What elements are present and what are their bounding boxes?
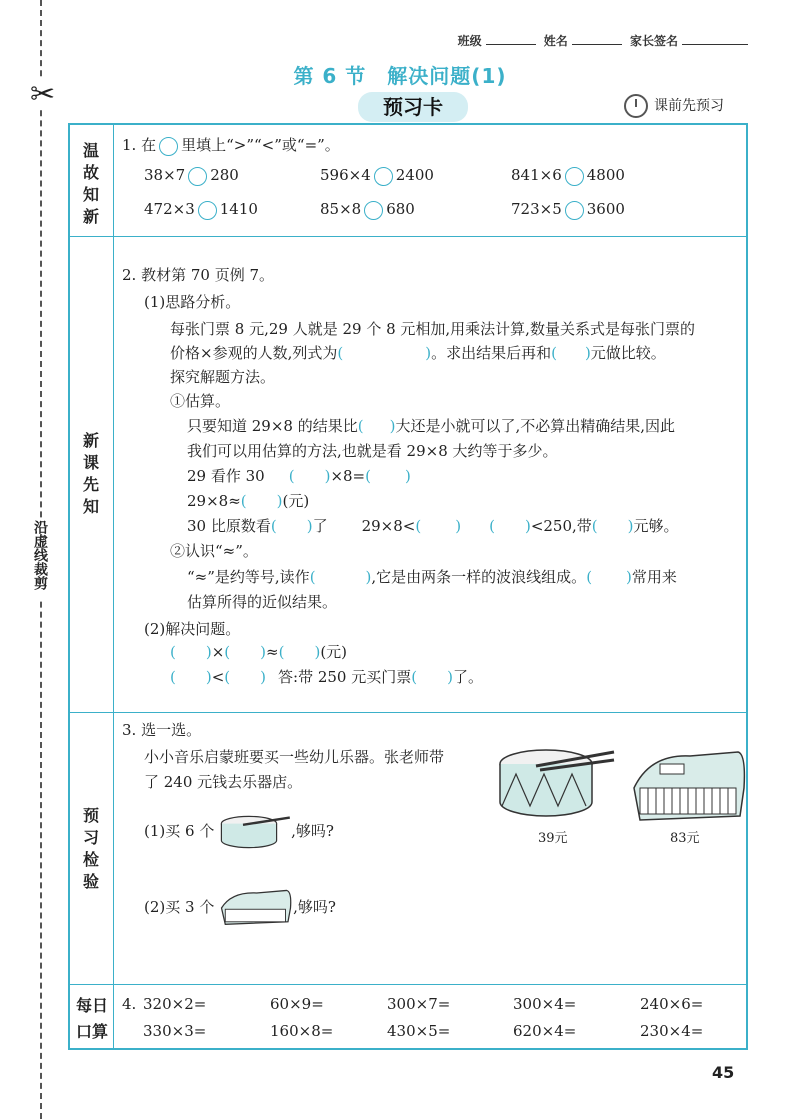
- divider-2: [68, 712, 748, 713]
- q1-item-1: [144, 166, 239, 186]
- q1-item-5: [320, 200, 415, 220]
- solve-line1: ( )×( )≈( )(元): [170, 643, 348, 661]
- solve2b: 答:带 250 元买门票: [278, 668, 412, 686]
- q3-ask1: [144, 814, 334, 850]
- ask2b: ,够吗?: [293, 898, 336, 916]
- section-new: 新课先知: [82, 431, 99, 516]
- q1-item-2: [320, 166, 434, 186]
- preview-label: [624, 94, 724, 118]
- q4-item: 230×4=: [640, 1022, 704, 1040]
- q4-item: 330×3=: [143, 1022, 207, 1040]
- est-line3: 29 看作 30 ( )×8=( ): [187, 467, 411, 485]
- q2-para2: 价格×参观的人数,列式为( )。求出结果后再和( )元做比较。: [170, 344, 666, 362]
- q1-prompt: [122, 134, 340, 156]
- answer-circle[interactable]: [565, 201, 584, 220]
- est5b: 了: [312, 517, 328, 535]
- q2-para2c: 元做比较。: [590, 344, 666, 362]
- q1-right: 4800: [586, 166, 625, 184]
- q1-right: 2400: [395, 166, 434, 184]
- section-check: 预习检验: [82, 806, 99, 891]
- solve1c: (元): [320, 643, 348, 661]
- cut-label: [27, 520, 53, 598]
- q4-item: 430×5=: [387, 1022, 451, 1040]
- q1-right: 680: [386, 200, 415, 218]
- q1-left: 841×6: [511, 166, 562, 184]
- clock-icon: [624, 94, 648, 118]
- est5a: 30 比原数看: [187, 517, 271, 535]
- est-line5: 30 比原数看( )了 29×8<( ) ( )<250,带( )元够。: [187, 517, 679, 535]
- est-line4: 29×8≈( )(元): [187, 492, 310, 510]
- keyboard-price: 83元: [670, 831, 700, 846]
- q2-sub1: (1)思路分析。: [144, 293, 241, 311]
- q2-para2b: 。求出结果后再和: [431, 344, 552, 362]
- est4a: 29×8≈: [187, 492, 241, 510]
- section-daily: 每日口算: [75, 996, 108, 1041]
- est-line2: 我们可以用估算的方法,也就是看 29×8 大约等于多少。: [187, 442, 558, 460]
- est5c: 29×8<: [361, 517, 416, 535]
- estimate-title: ①估算。: [170, 392, 231, 410]
- est-line1: 只要知道 29×8 的结果比( )大还是小就可以了,不必算出精确结果,因此: [187, 417, 676, 435]
- card-title: 预习卡: [358, 92, 468, 122]
- q2-title: 2. 教材第 70 页例 7。: [122, 266, 275, 284]
- q1-left: 472×3: [144, 200, 195, 218]
- small-keyboard-icon: [219, 889, 293, 927]
- est1a: 只要知道 29×8 的结果比: [187, 417, 358, 435]
- know-line2: 估算所得的近似结果。: [187, 593, 338, 611]
- q4-item: 620×4=: [513, 1022, 577, 1040]
- answer-circle[interactable]: [364, 201, 383, 220]
- q2-para1: 每张门票 8 元,29 人就是 29 个 8 元相加,用乘法计算,数量关系式是每张门票的: [170, 320, 695, 338]
- ask1a: (1)买 6 个: [144, 822, 215, 840]
- page-number: 45: [712, 1063, 735, 1082]
- section-title: 第 6 节 解决问题(1): [293, 64, 507, 88]
- est4b: (元): [282, 492, 310, 510]
- parent-sign-label: 家长签名: [629, 34, 678, 48]
- q4-item: 320×2=: [143, 995, 207, 1013]
- q4-item: 60×9=: [270, 995, 324, 1013]
- preview-label-text: 课前先预习: [654, 98, 724, 114]
- q1-item-3: [511, 166, 625, 186]
- q1-right: 280: [210, 166, 239, 184]
- know-line1: “≈”是约等号,读作( ),它是由两条一样的波浪线组成。( )常用来: [187, 568, 677, 586]
- cut-label-text: 沿虚线裁剪: [32, 520, 48, 590]
- answer-circle[interactable]: [159, 137, 178, 156]
- drum-icon: [496, 744, 616, 822]
- answer-circle[interactable]: [374, 167, 393, 186]
- q1-prompt-head: 1. 在: [122, 136, 157, 154]
- answer-circle[interactable]: [565, 167, 584, 186]
- q4-item: 300×7=: [387, 995, 451, 1013]
- section-review: 温故知新: [82, 141, 99, 226]
- q4-item: 300×4=: [513, 995, 577, 1013]
- know1b: ,它是由两条一样的波浪线组成。: [371, 568, 587, 586]
- solve2a: <: [211, 668, 225, 686]
- est3b: ×8=: [330, 467, 366, 485]
- q4-num: 4.: [122, 995, 137, 1013]
- est5d: <250,带: [530, 517, 592, 535]
- q3-ask2: [144, 889, 336, 927]
- class-label: 班级: [457, 34, 482, 48]
- q4-item: 160×8=: [270, 1022, 334, 1040]
- q3-story2: 了 240 元钱去乐器店。: [144, 773, 303, 791]
- est1b: 大还是小就可以了,不必算出精确结果,因此: [395, 417, 676, 435]
- student-info: [458, 32, 752, 49]
- answer-circle[interactable]: [198, 201, 217, 220]
- q1-right: 3600: [586, 200, 625, 218]
- q3-story1: 小小音乐启蒙班要买一些幼儿乐器。张老师带: [144, 748, 445, 766]
- est5e: 元够。: [633, 517, 679, 535]
- name-label: 姓名: [543, 34, 568, 48]
- class-blank[interactable]: [486, 44, 536, 45]
- solve2c: 了。: [452, 668, 483, 686]
- drum-price: 39元: [538, 831, 568, 846]
- q1-left: 596×4: [320, 166, 371, 184]
- ask1b: ,够吗?: [291, 822, 334, 840]
- divider-1: [68, 236, 748, 237]
- small-drum-icon: [219, 814, 291, 850]
- q1-left: 38×7: [144, 166, 186, 184]
- know1a: “≈”是约等号,读作: [187, 568, 310, 586]
- q1-right: 1410: [219, 200, 258, 218]
- parent-sign-blank[interactable]: [682, 44, 748, 45]
- q4-item: 240×6=: [640, 995, 704, 1013]
- keyboard-icon: [630, 748, 748, 826]
- solve-line2: ( )<( ) 答:带 250 元买门票( )了。: [170, 668, 483, 686]
- divider-3: [68, 984, 748, 985]
- solve1b: ≈: [266, 643, 279, 661]
- est3a: 29 看作 30: [187, 467, 265, 485]
- q1-left: 85×8: [320, 200, 362, 218]
- know1c: 常用来: [631, 568, 677, 586]
- solve1a: ×: [211, 643, 225, 661]
- q3-title: 3. 选一选。: [122, 721, 202, 739]
- answer-circle[interactable]: [188, 167, 207, 186]
- know-title: ②认识“≈”。: [170, 542, 258, 560]
- section-divider-vertical: [113, 123, 114, 1050]
- q1-item-4: [144, 200, 258, 220]
- ask2a: (2)买 3 个: [144, 898, 215, 916]
- q1-prompt-tail: 里填上“>”“<”或“=”。: [181, 136, 340, 154]
- name-blank[interactable]: [572, 44, 622, 45]
- q2-sub2: (2)解决问题。: [144, 620, 241, 638]
- scissors-icon: ✂: [30, 77, 56, 112]
- q2-para2a: 价格×参观的人数,列式为: [170, 344, 338, 362]
- q1-left: 723×5: [511, 200, 562, 218]
- q2-para3: 探究解题方法。: [170, 368, 276, 386]
- q1-item-6: [511, 200, 625, 220]
